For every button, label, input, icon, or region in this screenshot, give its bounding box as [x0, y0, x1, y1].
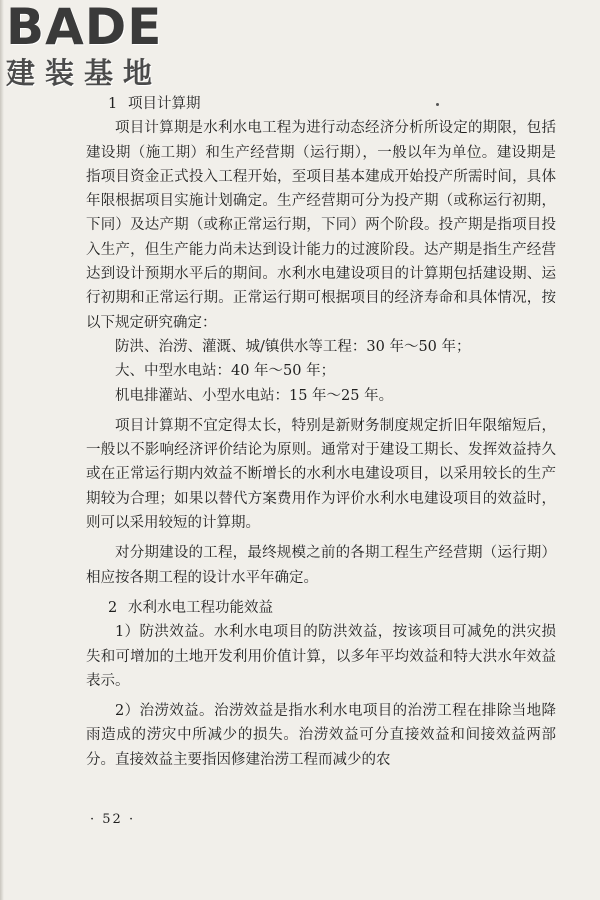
paragraph-staged-construction: 对分期建设的工程，最终规模之前的各期工程生产经营期（运行期）相应按各期工程的设计水平年确定。 [86, 545, 556, 586]
bade-logo [6, 2, 186, 94]
section-title-1: 项目计算期 [128, 96, 201, 112]
section-heading-1 [86, 92, 556, 116]
page-number: · 52 · [90, 812, 136, 827]
section-title-2: 水利水电工程功能效益 [128, 599, 273, 616]
document-body [86, 92, 556, 772]
paragraph-calculation-period: 项目计算期是水利水电工程为进行动态经济分析所设定的期限，包括建设期（施工期）和生产经营期（运行期），一般以年为单位。建设期是指项目资金正式投入工程开始，至项目基本建成开始投产所需时间，具体年限根据项目实施计划确定。生产经营期可分为投产期（或称运行初期，下同）及达产期（或称正常运行期，下同）两个阶段。投产期是指项目投入生产，但生产能力尚未达到设计能力的过渡阶段。达产期是指生产经营达到设计预期水平后的期间。水利水电建设项目的计算期包括建设期、运行初期和正常运行期。正常运行期可根据项目的经济寿命和具体情况，按以下规定研究确定： [86, 120, 556, 331]
paragraph-flood-benefit: 1）防洪效益。水利水电项目的防洪效益，按该项目可减免的洪灾损失和可增加的土地开发利用价值计算，以多年平均效益和特大洪水年效益表示。 [86, 624, 556, 689]
logo-word: BADE [6, 0, 163, 56]
list-item-flood-control: 防洪、治涝、灌溉、城/镇供水等工程：30 年～50 年； [115, 338, 471, 355]
page-edge-shadow [0, 0, 4, 900]
list-item-pump-station: 机电排灌站、小型水电站：15 年～25 年。 [115, 387, 394, 404]
section-number-1: 1 [108, 96, 118, 112]
list-item-large-hydropower: 大、中型水电站：40 年～50 年； [115, 363, 336, 380]
paragraph-waterlogging-benefit: 2）治涝效益。治涝效益是指水利水电项目的治涝工程在排除当地降雨造成的涝灾中所减少的损失。治涝效益可分直接效益和间接效益两部分。直接效益主要指因修建治涝工程而减少的农 [86, 703, 556, 768]
paragraph-period-length: 项目计算期不宜定得太长，特别是新财务制度规定折旧年限缩短后，一般以不影响经济评价结论为原则。通常对于建设工期长、发挥效益持久或在正常运行期内效益不断增长的水利水电建设项目，以采用较长的生产期较为合理；如果以替代方案费用作为评价水利水电建设项目的效益时，则可以采用较短的计算期。 [86, 417, 556, 532]
section-heading-2 [86, 596, 556, 620]
logo-subtitle: 建装基地 [6, 56, 163, 90]
section-number-2: 2 [108, 599, 118, 616]
